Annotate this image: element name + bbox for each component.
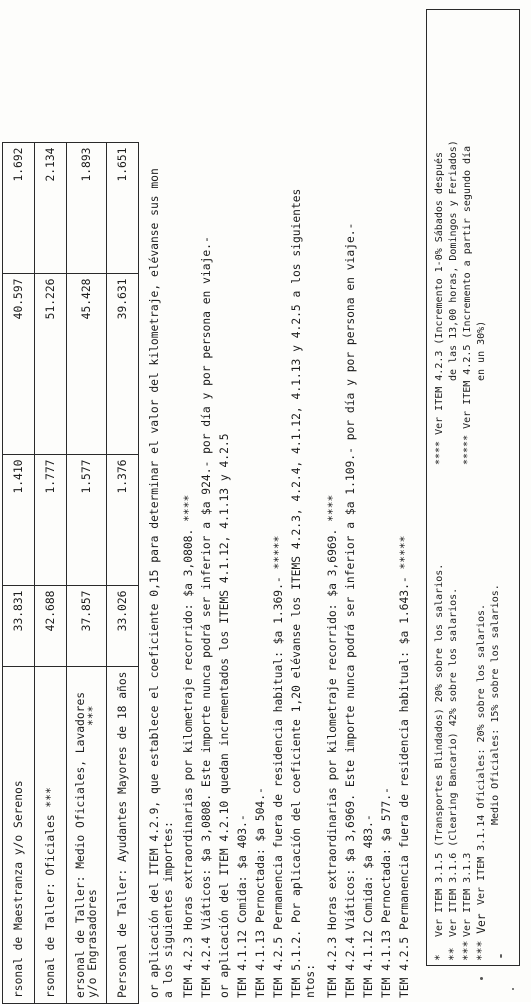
body-line: TEM 4.1.13 Pernoctada: $a 504.- [254, 787, 267, 998]
body-line: TEM 5.1.2. Por aplicación del coeficiente 1,20 elévanse los ITEMS 4.2.3, 4.2.4, 4.1.12, 4.1.13 y 4.2.5 a los siguientes [290, 188, 303, 998]
footnote-line: **** Ver ITEM 4.2.3 (Incremento 1-0% Sábados después [434, 151, 445, 465]
row-label: rsonal de Maestranza y/o Serenos [3, 666, 35, 1003]
scan-speck [512, 988, 514, 990]
value-cell: 42.688 [35, 585, 67, 666]
value-cell: 33.026 [107, 585, 139, 666]
value-cell: 45.428 [67, 273, 107, 454]
value-cell: 39.631 [107, 273, 139, 454]
row-label-line: ersonal de Taller: Medio Oficiales, Lavadores [73, 691, 87, 998]
footnote-line: Ver ITEM 3.1.14 Oficiales: 20% sobre los salarios. [476, 603, 487, 905]
table-row [107, 142, 139, 1003]
row-label-line-2 [87, 672, 99, 998]
value-cell: 2.134 [35, 142, 67, 273]
footnote-line: en un 30%) [476, 320, 487, 381]
body-line: or aplicación del ITEM 4.2.9, que establece el coeficiente 0,15 para determinar el valor del kilometraje, elévanse sus mon [148, 168, 161, 998]
value-cell: 1.692 [3, 142, 35, 273]
body-line: or aplicación del ITEM 4.2.10 quedan incrementados los ITEMS 4.1.12, 4.1.13 y 4.2.5 [218, 433, 231, 998]
footnote-mark: ** [447, 947, 460, 961]
footnote-line: Medio Oficiales: 15% sobre los salarios. [490, 584, 501, 825]
footnotes-box [426, 9, 520, 966]
row-label-continuation: y/o Engrasadores [85, 889, 99, 998]
body-line: TEM 4.2.5 Permanencia fuera de residencia habitual: $a 1.643.- ***** [398, 535, 411, 998]
body-line: TEM 4.1.12 Comida: $a 403.- [236, 814, 249, 998]
body-line: ntos: [304, 963, 317, 998]
row-label: rsonal de Taller: Oficiales *** [35, 666, 67, 1003]
body-line: TEM 4.2.3 Horas extraordinarias por kilometraje recorrido: $a 3,0808. **** [182, 494, 195, 998]
scan-speck [500, 954, 502, 958]
body-line: TEM 4.2.3 Horas extraordinarias por kilometraje recorrido: $a 3,6969. **** [326, 494, 339, 998]
value-cell: 1.893 [67, 142, 107, 273]
value-cell: 1.376 [107, 454, 139, 585]
scan-speck [480, 977, 483, 980]
value-cell: 1.777 [35, 454, 67, 585]
value-cell: 1.651 [107, 142, 139, 273]
footnote-line: Ver ITEM 3.1.3 [462, 852, 473, 937]
value-cell: 1.577 [67, 454, 107, 585]
value-cell: 37.857 [67, 585, 107, 666]
value-cell: 40.597 [3, 273, 35, 454]
value-cell: 51.226 [35, 273, 67, 454]
footnote-line: Ver ITEM 3.1.5 (Transportes Blindados) 20% sobre los salarios. [434, 563, 445, 937]
row-label: Personal de Taller: Ayudantes Mayores de 18 años [107, 666, 139, 1003]
body-line: TEM 4.1.13 Pernoctada: $a 577.- [380, 787, 393, 998]
row-label [67, 666, 107, 1003]
footnote-mark: *** [461, 940, 474, 961]
body-line: a los siguientes importes: [162, 821, 175, 998]
table-row [35, 142, 67, 1003]
footnote-line: ***** Ver ITEM 4.2.5 (Incremento a partir segundo día [462, 145, 473, 465]
wage-table [2, 142, 139, 1004]
body-line: TEM 4.2.5 Permanencia fuera de residencia habitual: $a 1.369.- ***** [272, 535, 285, 998]
table-row [67, 142, 107, 1003]
footnote-line: de las 13,00 horas, Domingos y Feriados) [448, 140, 459, 381]
row-label-mark: *** [85, 705, 99, 726]
body-line: TEM 4.1.12 Comida: $a 483.- [362, 814, 375, 998]
table-row [3, 142, 35, 1003]
body-line: TEM 4.2.4 Viáticos: $a 3,6969. Este importe nunca podrá ser inferior a $a 1.109.- por día y por persona en viaje.- [344, 222, 357, 998]
footnote-mark: * [433, 954, 446, 961]
value-cell: 1.410 [3, 454, 35, 585]
body-line: TEM 4.2.4 Viáticos: $a 3,0808. Este importe nunca podrá ser inferior a $a 924.- por día y por persona en viaje.- [200, 236, 213, 998]
footnote-line: Ver ITEM 3.1.6 (Clearing Bancario) 42% sobre los salarios. [448, 587, 459, 937]
footnote-mark: *** Ver [475, 913, 488, 961]
value-cell: 33.831 [3, 585, 35, 666]
